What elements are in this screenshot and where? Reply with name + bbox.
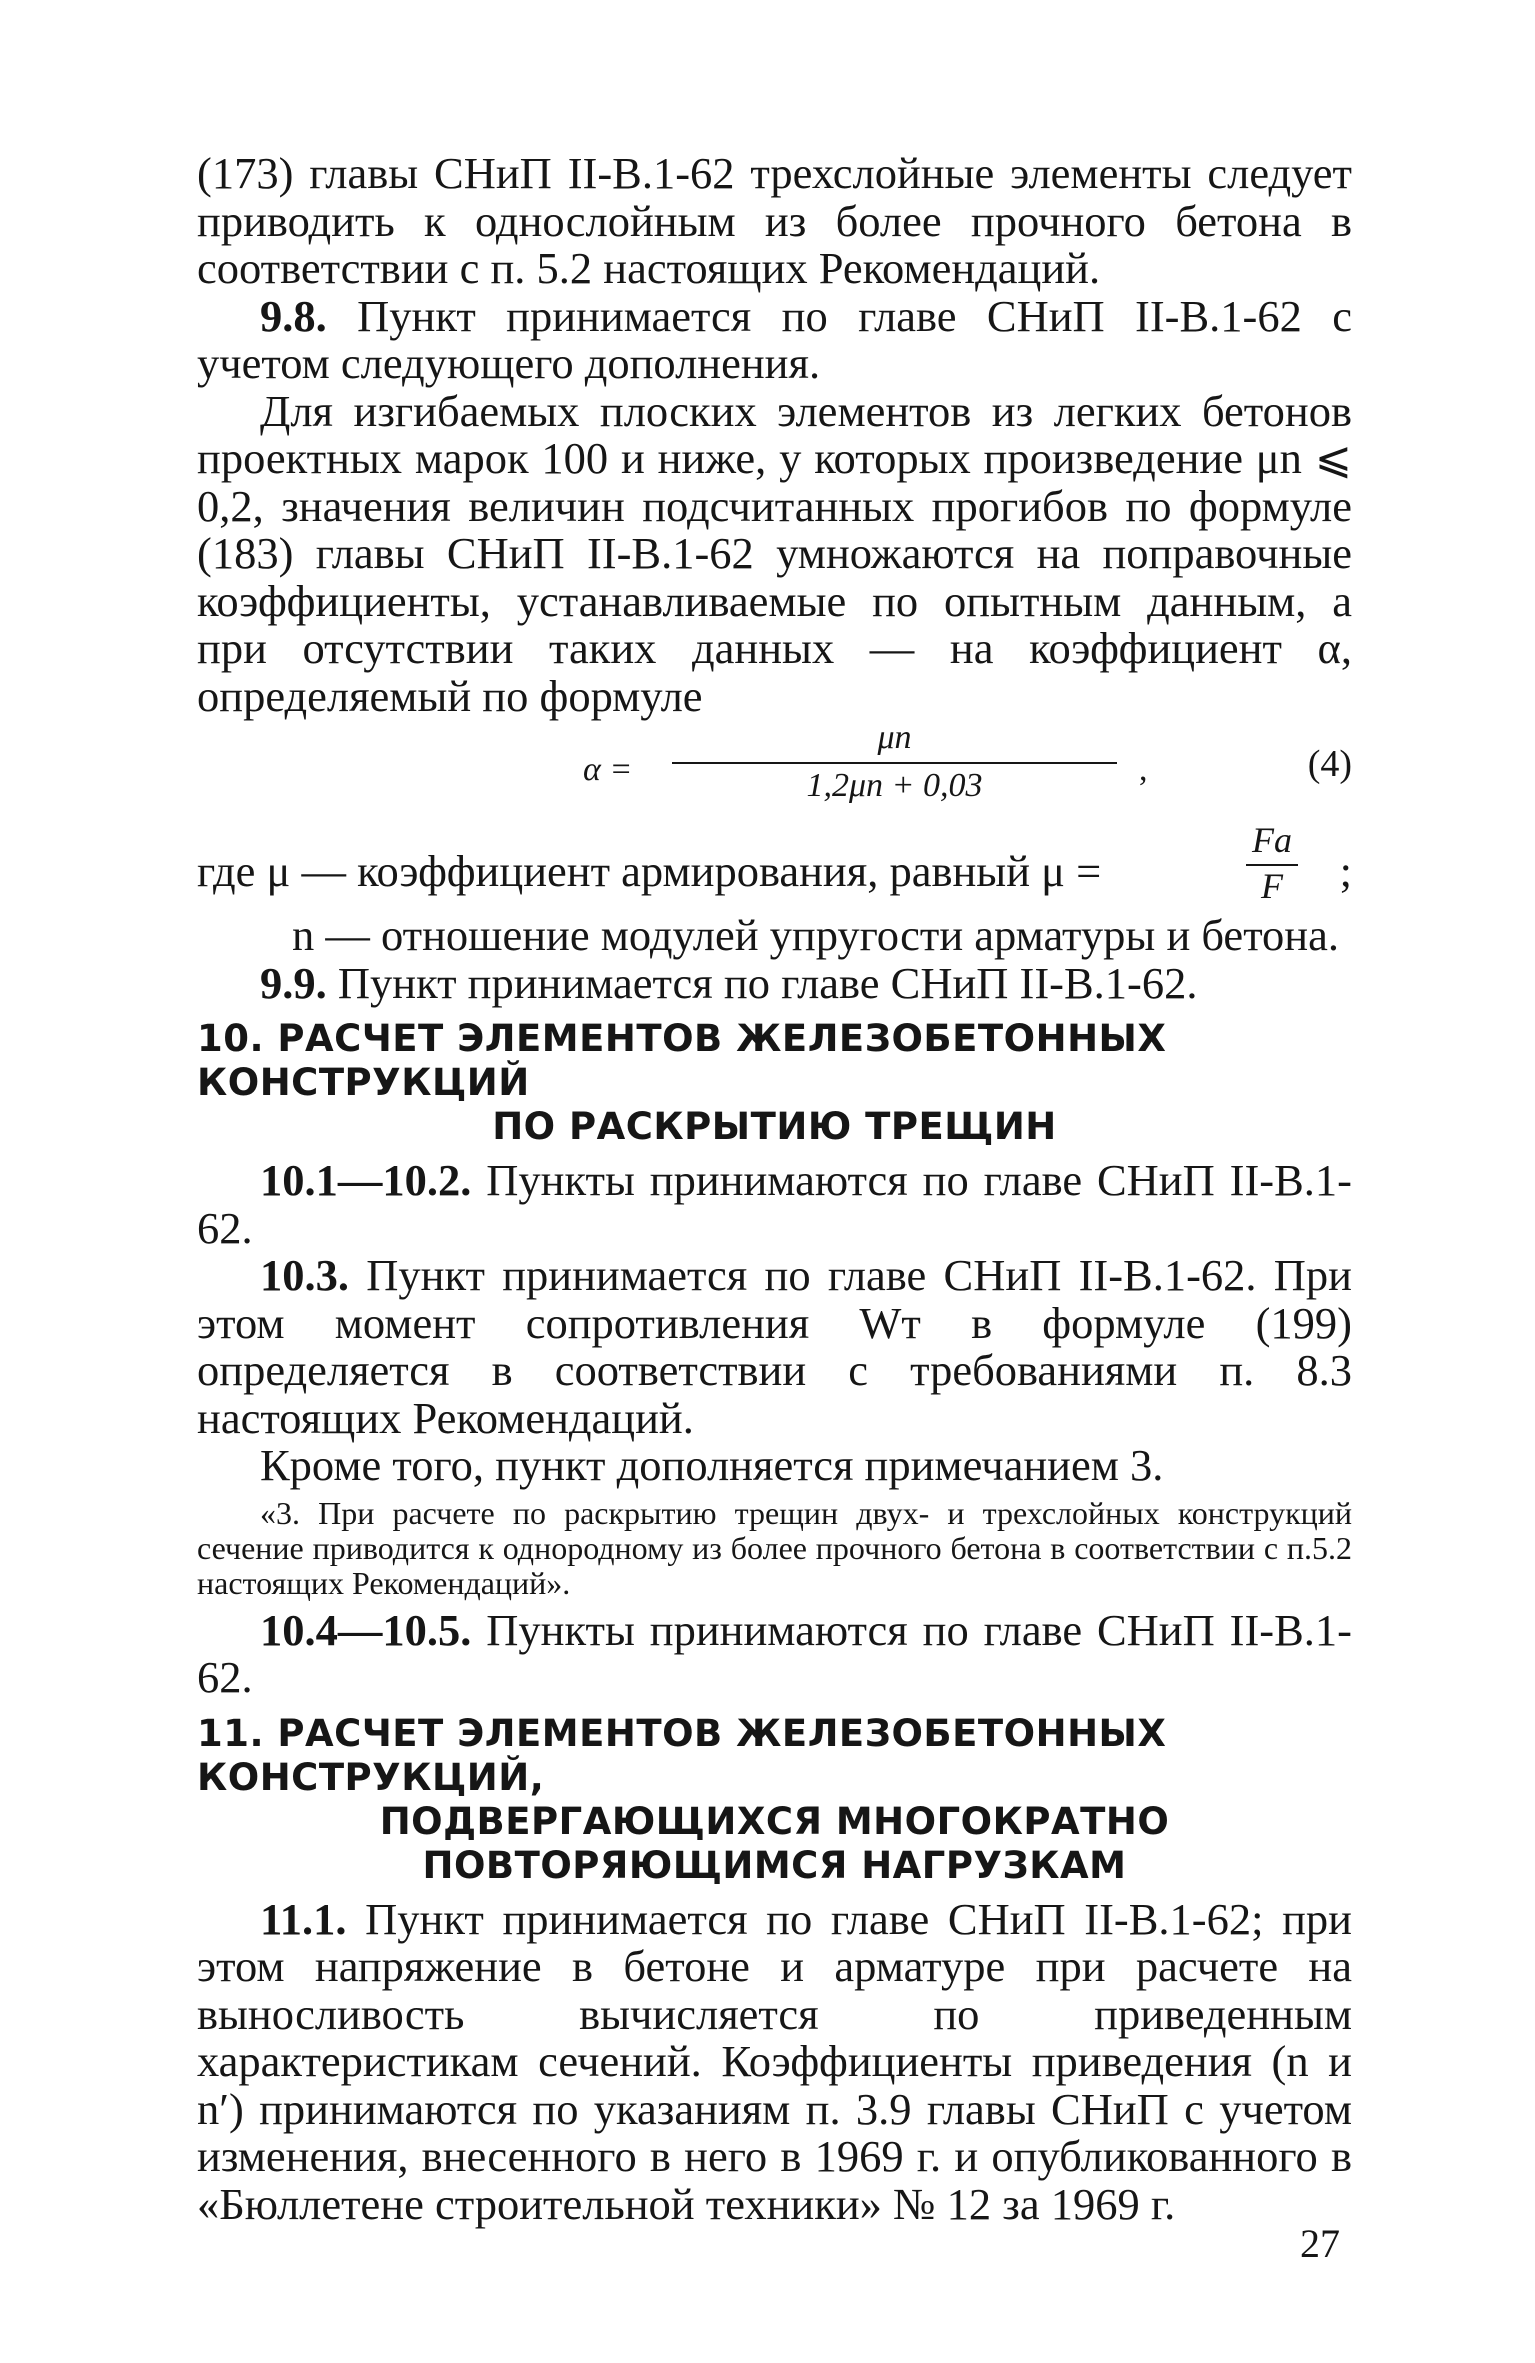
item-number: 10.1—10.2. [260,1155,472,1205]
heading-line: 10. РАСЧЕТ ЭЛЕМЕНТОВ ЖЕЛЕЗОБЕТОННЫХ КОНСТРУКЦИЙ [197,1017,1167,1104]
formula-fraction [652,720,1137,804]
item-number: 9.8. [260,290,327,341]
document-page [197,150,1352,2300]
paragraph-10-3-addition: Кроме того, пункт дополняется примечанием 3. [260,1440,1164,1490]
item-text: Пункт принимается по главе СНиП II-В.1-62. При этом момент сопротивления Wт в формуле (199) определяется в соответствии с требованиями п. 8.3 настоящих Рекомендаций. [197,1250,1352,1443]
item-number: 10.4—10.5. [260,1604,472,1655]
item-text: Пункт принимается по главе СНиП II-В.1-62. [326,957,1198,1008]
formula-4 [197,720,1352,820]
item-number: 11.1. [260,1893,347,1944]
page-number: 27 [1300,2221,1340,2266]
definition-n: n — отношение модулей упругости арматуры и бетона. [292,910,1339,960]
definition-mu [197,820,1352,912]
formula-comma: , [1139,751,1148,788]
paragraph-9-8-body: Для изгибаемых плоских элементов из легких бетонов проектных марок 100 и ниже, у которых произведение μn ⩽ 0,2, значения величин подсчитанных прогибов по формуле (183) главы СНиП II-В.1-62 умножаются на поправочные коэффициенты, устанавливаемые по опытным данным, а при отсутствии таких данных — на коэффициент α, определяемый по формуле [197,385,1352,721]
formula-numerator: μn [672,720,1117,764]
item-text: Пункты принимаются по главе СНиП II-В.1-62. [197,1155,1352,1253]
definition-mu-text: где μ — коэффициент армирования, равный μ = [197,846,1102,896]
mu-denominator: F [1261,866,1283,906]
equation-number: (4) [1307,743,1352,785]
heading-line: 11. РАСЧЕТ ЭЛЕМЕНТОВ ЖЕЛЕЗОБЕТОННЫХ КОНСТРУКЦИЙ, [197,1711,1167,1799]
paragraph-10-1 [197,1157,1352,1252]
paragraph-10-4 [197,1604,1352,1702]
mu-fraction [1246,820,1298,906]
item-text: Пункт принимается по главе СНиП II-В.1-62; при этом напряжение в бетоне и арматуре при расчете на выносливость вычисляется по приведенным характеристикам сечений. Коэффициенты приведения (n и n′) принимаются по указаниям п. 3.9 главы СНиП с учетом изменения, внесенного в него в 1969 г. и опубликованного в «Бюллетене строительной техники» № 12 за 1969 г. [197,1893,1352,2229]
mu-numerator: Fa [1246,820,1298,866]
heading-line: ПО РАСКРЫТИЮ ТРЕЩИН [492,1105,1057,1148]
item-text: Пункты принимаются по главе СНиП II-В.1-62. [197,1604,1352,1702]
item-number: 10.3. [260,1250,349,1300]
paragraph-10-3 [197,1252,1352,1442]
item-text: Пункт принимается по главе СНиП II-В.1-62 с учетом следующего дополнения. [197,290,1352,388]
heading-line: ПОДВЕРГАЮЩИХСЯ МНОГОКРАТНО [379,1799,1170,1843]
formula-lhs: α = [583,751,633,788]
formula-denominator: 1,2μn + 0,03 [806,767,983,804]
paragraph-9-9 [197,957,1352,1008]
section-11-heading [197,1712,1352,1888]
mu-semicolon: ; [1339,846,1352,896]
paragraph-9-8 [197,290,1352,388]
paragraph-173: (173) главы СНиП II-В.1-62 трехслойные элементы следует приводить к однослойным из более прочного бетона в соответствии с п. 5.2 настоящих Рекомендаций. [197,148,1352,293]
note-3: «3. При расчете по раскрытию трещин двух- и трехслойных конструкций сечение приводится к однородному из более прочного бетона в соответствии с п.5.2 настоящих Рекомендаций». [197,1494,1352,1601]
paragraph-11-1 [197,1893,1352,2229]
heading-line: ПОВТОРЯЮЩИМСЯ НАГРУЗКАМ [422,1843,1127,1887]
item-number: 9.9. [260,957,327,1008]
section-10-heading [197,1017,1352,1149]
